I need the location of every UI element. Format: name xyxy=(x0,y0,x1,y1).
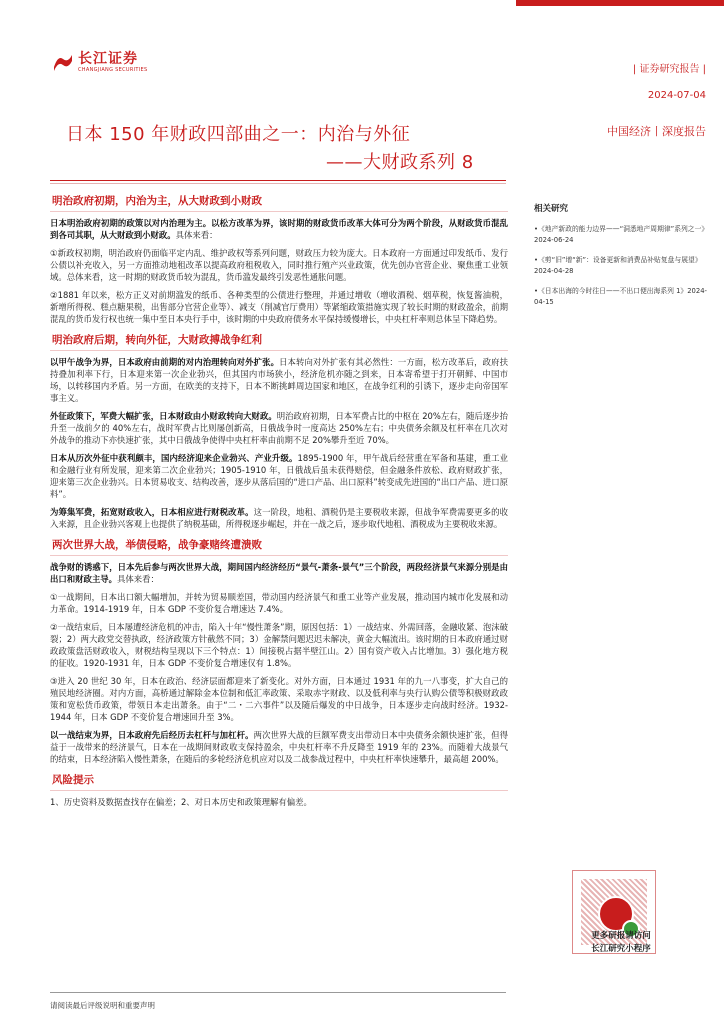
paragraph-text: ②1881 年以来，松方正义对前期滥发的纸币、各种类型的公债进行整理，并通过增收（增收酒税、烟草税，恢复酱油税，新增所得税、糕点糖果税，出售部分官营企业等）、减支（削减官厅费用）等紧缩政策措施实现了较长时期的财政盈余，前期混乱的货币发行权也统一集中至日本央行手中，该时期的中央政府债务水平保持缓慢增长，中央杠杆率则总体呈下降趋势。 xyxy=(50,290,508,324)
paragraph xyxy=(50,356,508,404)
paragraph xyxy=(50,591,508,615)
qr-caption xyxy=(576,930,666,956)
brand-name: 长江证券 xyxy=(78,50,138,67)
section-risk xyxy=(50,771,508,808)
related-research-item[interactable]: •《剪“旧”增“新”：设备更新和消费品补贴复盘与展望》2024-04-28 xyxy=(534,256,702,275)
paragraph-text: ①一战期间，日本出口额大幅增加，并转为贸易顺差国，带动国内经济景气和重工业等产业发展，推动国内城市化发展和动力革命。1914-1919 年，日本 GDP 不变价复合增速达 7.4%。 xyxy=(50,592,508,614)
paragraph xyxy=(50,561,508,585)
paragraph-text: 两次世界大战的巨额军费支出带动日本中央债务余额快速扩张，但得益于一战带来的经济景气，日本在一战期间财政收支保持盈余，中央杠杆率不升反降至 1919 年的 23%。而随着大战景气的结束，日本经济陷入慢性萧条，在随后的多轮经济危机应对以及二战参战过程中，中央杠杆率快速攀升，最高超 200%。 xyxy=(50,730,509,764)
paragraph-text: 具体来看： xyxy=(175,230,218,240)
paragraph xyxy=(50,729,508,765)
footer-divider xyxy=(50,992,506,993)
title-divider xyxy=(50,180,506,181)
section-heading: 明治政府初期，内治为主，从大财政到小财政 xyxy=(50,192,508,212)
paragraph-text: 1、历史资料及数据查找存在偏差；2、对日本历史和政策理解有偏差。 xyxy=(50,797,312,807)
paragraph xyxy=(50,410,508,446)
paragraph xyxy=(50,506,508,530)
paragraph xyxy=(50,796,508,808)
paragraph-text: 明治政府初期，日本军费占比的中枢在 20%左右，随后逐步抬升至一战前夕的 40%左右，战时军费占比则屡创新高，日俄战争时一度高达 250%左右；中央债务余额及杠杆率在几次对外战争的推动下亦快速扩张，其中日俄战争使得中央杠杆率由前期不足 20%攀升至近 70%。 xyxy=(50,411,508,445)
page-title: 日本 150 年财政四部曲之一：内治与外征 xyxy=(66,124,411,145)
related-research-heading: 相关研究 xyxy=(534,204,569,214)
qr-caption-line2: 长江研究小程序 xyxy=(591,944,651,954)
top-accent-bar xyxy=(516,0,724,6)
paragraph-text: ③进入 20 世纪 30 年，日本在政治、经济层面都迎来了新变化。对外方面，日本通过 1931 年的九一八事变，扩大自己的殖民地经济圈。对内方面，高桥通过解除金本位制和低汇率政策、采取赤字财政、以及低利率与央行认购公债等积极财政政策和宽松货币政策，带领日本走出萧条。由于“二・二六事件”以及随后爆发的中日战争，日本逐步走向战时经济。1932-1944 年，日本 GDP 不变价复合增速回升至 3%。 xyxy=(50,676,508,722)
paragraph xyxy=(50,675,508,723)
paragraph-lead: 以一战结束为界，日本政府先后经历去杠杆与加杠杆。 xyxy=(50,730,254,740)
paragraph-lead: 日本从历次外征中获利颇丰，国内经济迎来企业勃兴、产业升级。 xyxy=(50,453,298,463)
page-subtitle: ——大财政系列 8 xyxy=(326,152,474,173)
sidebar xyxy=(520,190,710,954)
paragraph-text: 日本转向对外扩张有其必然性：一方面，松方改革后，政府扶持叠加利率下行，日本迎来第一次企业勃兴，但其国内市场狭小，经济危机亦随之到来，日本寄希望于打开朝鲜、中国市场，以转移国内矛盾。另一方面，在欧美的支持下，日本不断挑衅周边国家和地区，在战争红利的引诱下，逐步走向帝国军事主义。 xyxy=(50,357,509,403)
related-research-list xyxy=(520,224,710,308)
title-divider-light xyxy=(50,183,506,184)
brand-logo xyxy=(52,50,147,74)
paragraph xyxy=(50,621,508,669)
related-research-item[interactable]: •《日本出海的今时往日——不出口便出海系列 1》2024-04-15 xyxy=(534,287,707,306)
paragraph xyxy=(50,247,508,283)
paragraph-text: ②一战结束后，日本屡遭经济危机的冲击，陷入十年“慢性萧条”期，原因包括：1）一战结束、外需回落，金融收紧、泡沫破裂；2）两大政党交替执政，经济政策方针截然不同；3）金解禁问题迟迟未解决，黄金大幅流出。该时期的日本政府通过财政政策盘活财政收入，财税结构呈现以下三个特点：1）间接税占据半壁江山。2）国有资产收入占比增加。3）强化地方税的征收。1920-1931 年，日本 GDP 不变价复合增速仅有 1.8%。 xyxy=(50,622,508,668)
report-type-tag: | 证券研究报告 | xyxy=(632,64,706,75)
paragraph-text: 1895-1900 年，甲午战后经营重在军备和基建，重工业和金融行业有所发展，迎来第二次企业勃兴；1905-1910 年，日俄战后虽未获得赔偿，但金融条件放松、政府财政扩张，迎来第三次企业勃兴。日本贸易收支、结构改善，逐步从落后国的“进口产品、出口原料”转变成先进国的“出口产品、进口原料”。 xyxy=(50,453,509,499)
section-heading: 明治政府后期，转向外征，大财政搏战争红利 xyxy=(50,331,508,351)
paragraph xyxy=(50,289,508,325)
report-date: 2024-07-04 xyxy=(647,90,706,101)
section-2 xyxy=(50,331,508,530)
section-heading: 两次世界大战，举债侵略，战争豪赌终遭溃败 xyxy=(50,536,508,556)
paragraph-lead: 外征政策下，军费大幅扩张，日本财政由小财政转向大财政。 xyxy=(50,411,277,421)
paragraph-text: ①新政权初期，明治政府仍面临平定内乱、维护政权等系列问题，财政压力较为庞大。日本政府一方面通过印发纸币、发行公债以补充收入，另一方面推动地租改革以提高政府租税收入，同时推行殖产兴业政策，优先创办官营企业、聚焦重工业领域。总体来看，这一时期的财政货币较为混乱，货币滥发最终引发恶性通胀问题。 xyxy=(50,248,508,282)
paragraph-lead: 战争财的诱惑下，日本先后参与两次世界大战，期间国内经济经历“景气-萧条-景气”三个阶段，两段经济景气来源分别是由出口和财政主导。 xyxy=(50,562,508,584)
brand-logo-icon xyxy=(52,51,74,73)
section-3 xyxy=(50,536,508,765)
paragraph xyxy=(50,217,508,241)
qr-caption-line1: 更多研报请访问 xyxy=(591,931,651,941)
main-content xyxy=(50,192,508,814)
paragraph-text: 这一阶段，地租、酒税仍是主要税收来源，但战争军费需要更多的收入来源，且企业勃兴客观上也提供了纳税基础，所得税逐步崛起，并在一战之后，逐步取代地租、酒税成为主要税收来源。 xyxy=(50,507,509,529)
footer-disclaimer: 请阅读最后评级说明和重要声明 xyxy=(50,1001,155,1010)
brand-name-en: CHANGJIANG SECURITIES xyxy=(78,66,148,73)
report-category: 中国经济丨深度报告 xyxy=(607,125,706,138)
paragraph-text: 具体来看： xyxy=(117,574,159,584)
section-1 xyxy=(50,192,508,325)
paragraph-lead: 以甲午战争为界，日本政府由前期的对内治理转向对外扩张。 xyxy=(50,357,280,367)
paragraph-lead: 为筹集军费，拓宽财政收入，日本相应进行财税改革。 xyxy=(50,507,254,517)
related-research-item[interactable]: •《地产新政的能力边界——“洞悉地产周期律”系列之一》2024-06-24 xyxy=(534,225,709,244)
paragraph-lead: 日本明治政府初期的政策以对内治理为主。以松方改革为界，该时期的财政货币改革大体可分为两个阶段，从财政货币混乱到各司其职，从大财政到小财政。 xyxy=(50,218,508,240)
section-heading: 风险提示 xyxy=(50,771,508,791)
paragraph xyxy=(50,452,508,500)
